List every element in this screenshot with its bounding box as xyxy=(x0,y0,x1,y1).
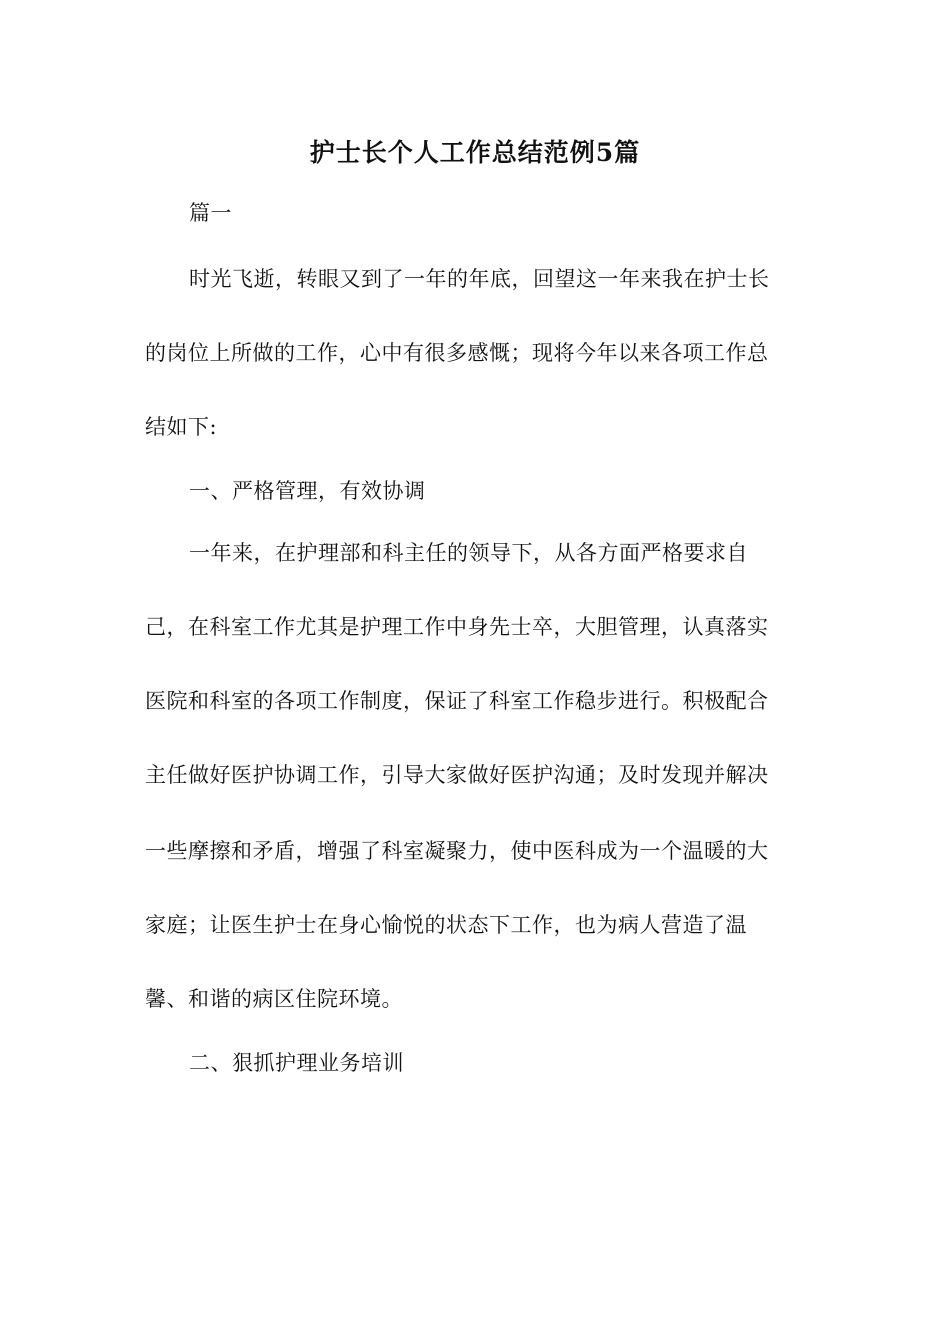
paragraph-line: 的岗位上所做的工作，心中有很多感慨；现将今年以来各项工作总 xyxy=(145,341,769,365)
section-heading: 一、严格管理，有效协调 xyxy=(189,479,426,503)
paragraph-line: 医院和科室的各项工作制度，保证了科室工作稳步进行。积极配合 xyxy=(145,689,769,713)
paragraph-line: 馨、和谐的病区住院环境。 xyxy=(145,987,403,1011)
document-title: 护士长个人工作总结范例5篇 xyxy=(309,138,641,167)
paragraph-line: 一年来，在护理部和科主任的领导下，从各方面严格要求自 xyxy=(189,541,748,565)
paragraph-line: 己，在科室工作尤其是护理工作中身先士卒，大胆管理，认真落实 xyxy=(145,615,769,639)
paragraph-line: 主任做好医护协调工作，引导大家做好医护沟通；及时发现并解决 xyxy=(145,763,769,787)
paragraph-line: 时光飞逝，转眼又到了一年的年底，回望这一年来我在护士长 xyxy=(189,267,770,291)
section-label: 篇一 xyxy=(189,201,232,225)
paragraph-line: 结如下: xyxy=(145,415,218,439)
paragraph-line: 一些摩擦和矛盾，增强了科室凝聚力，使中医科成为一个温暖的大 xyxy=(145,839,769,863)
section-heading: 二、狠抓护理业务培训 xyxy=(189,1051,404,1075)
paragraph-line: 家庭；让医生护士在身心愉悦的状态下工作，也为病人营造了温 xyxy=(145,913,747,937)
